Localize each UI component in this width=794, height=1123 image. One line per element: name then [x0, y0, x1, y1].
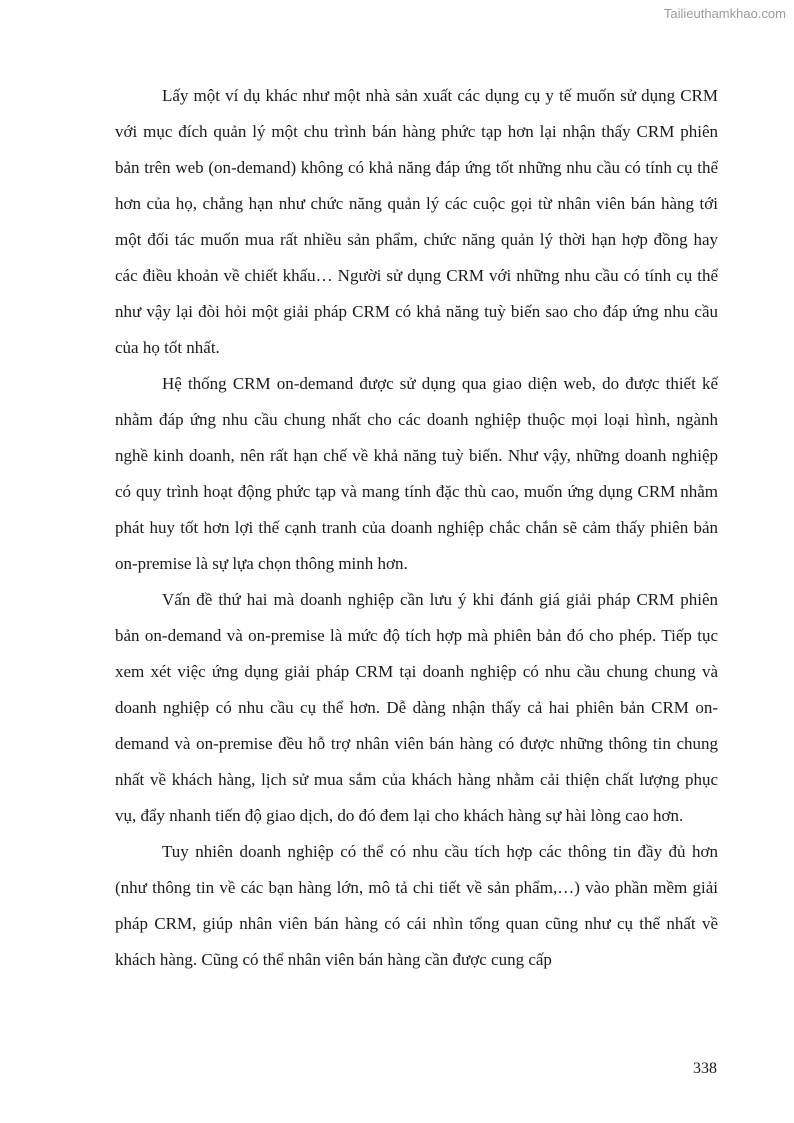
paragraph-4: Tuy nhiên doanh nghiệp có thể có nhu cầu tích hợp các thông tin đầy đủ hơn (như thông tin về các bạn hàng lớn, mô tả chi tiết về sản phẩm,…) vào phần mềm giải pháp CRM, giúp nhân viên bán hàng có cái nhìn tổng quan cũng như cụ thể nhất về khách hàng. Cũng có thể nhân viên bán hàng cần được cung cấp [115, 842, 718, 969]
document-body [115, 78, 718, 978]
paragraph-2: Hệ thống CRM on-demand được sử dụng qua giao diện web, do được thiết kế nhằm đáp ứng nhu cầu chung nhất cho các doanh nghiệp thuộc mọi loại hình, ngành nghề kinh doanh, nên rất hạn chế về khả năng tuỳ biến. Như vậy, những doanh nghiệp có quy trình hoạt động phức tạp và mang tính đặc thù cao, muốn ứng dụng CRM nhằm phát huy tốt hơn lợi thế cạnh tranh của doanh nghiệp chắc chắn sẽ cảm thấy phiên bản on-premise là sự lựa chọn thông minh hơn. [115, 374, 718, 573]
paragraph-1: Lấy một ví dụ khác như một nhà sản xuất các dụng cụ y tế muốn sử dụng CRM với mục đích quản lý một chu trình bán hàng phức tạp hơn lại nhận thấy CRM phiên bản trên web (on-demand) không có khả năng đáp ứng tốt những nhu cầu có tính cụ thể hơn của họ, chẳng hạn như chức năng quản lý các cuộc gọi từ nhân viên bán hàng tới một đối tác muốn mua rất nhiều sản phẩm, chức năng quản lý thời hạn hợp đồng hay các điều khoản về chiết khấu… Người sử dụng CRM với những nhu cầu có tính cụ thể như vậy lại đòi hỏi một giải pháp CRM có khả năng tuỳ biến sao cho đáp ứng nhu cầu của họ tốt nhất. [115, 86, 718, 357]
page-number: 338 [693, 1060, 717, 1077]
watermark-text: Tailieuthamkhao.com [663, 6, 786, 21]
paragraph-3: Vấn đề thứ hai mà doanh nghiệp cần lưu ý khi đánh giá giải pháp CRM phiên bản on-demand và on-premise là mức độ tích hợp mà phiên bản đó cho phép. Tiếp tục xem xét việc ứng dụng giải pháp CRM tại doanh nghiệp có nhu cầu chung chung và doanh nghiệp có nhu cầu cụ thể hơn. Dễ dàng nhận thấy cả hai phiên bản CRM on-demand và on-premise đều hỗ trợ nhân viên bán hàng có được những thông tin chung nhất về khách hàng, lịch sử mua sắm của khách hàng nhằm cải thiện chất lượng phục vụ, đẩy nhanh tiến độ giao dịch, do đó đem lại cho khách hàng sự hài lòng cao hơn. [115, 590, 718, 825]
